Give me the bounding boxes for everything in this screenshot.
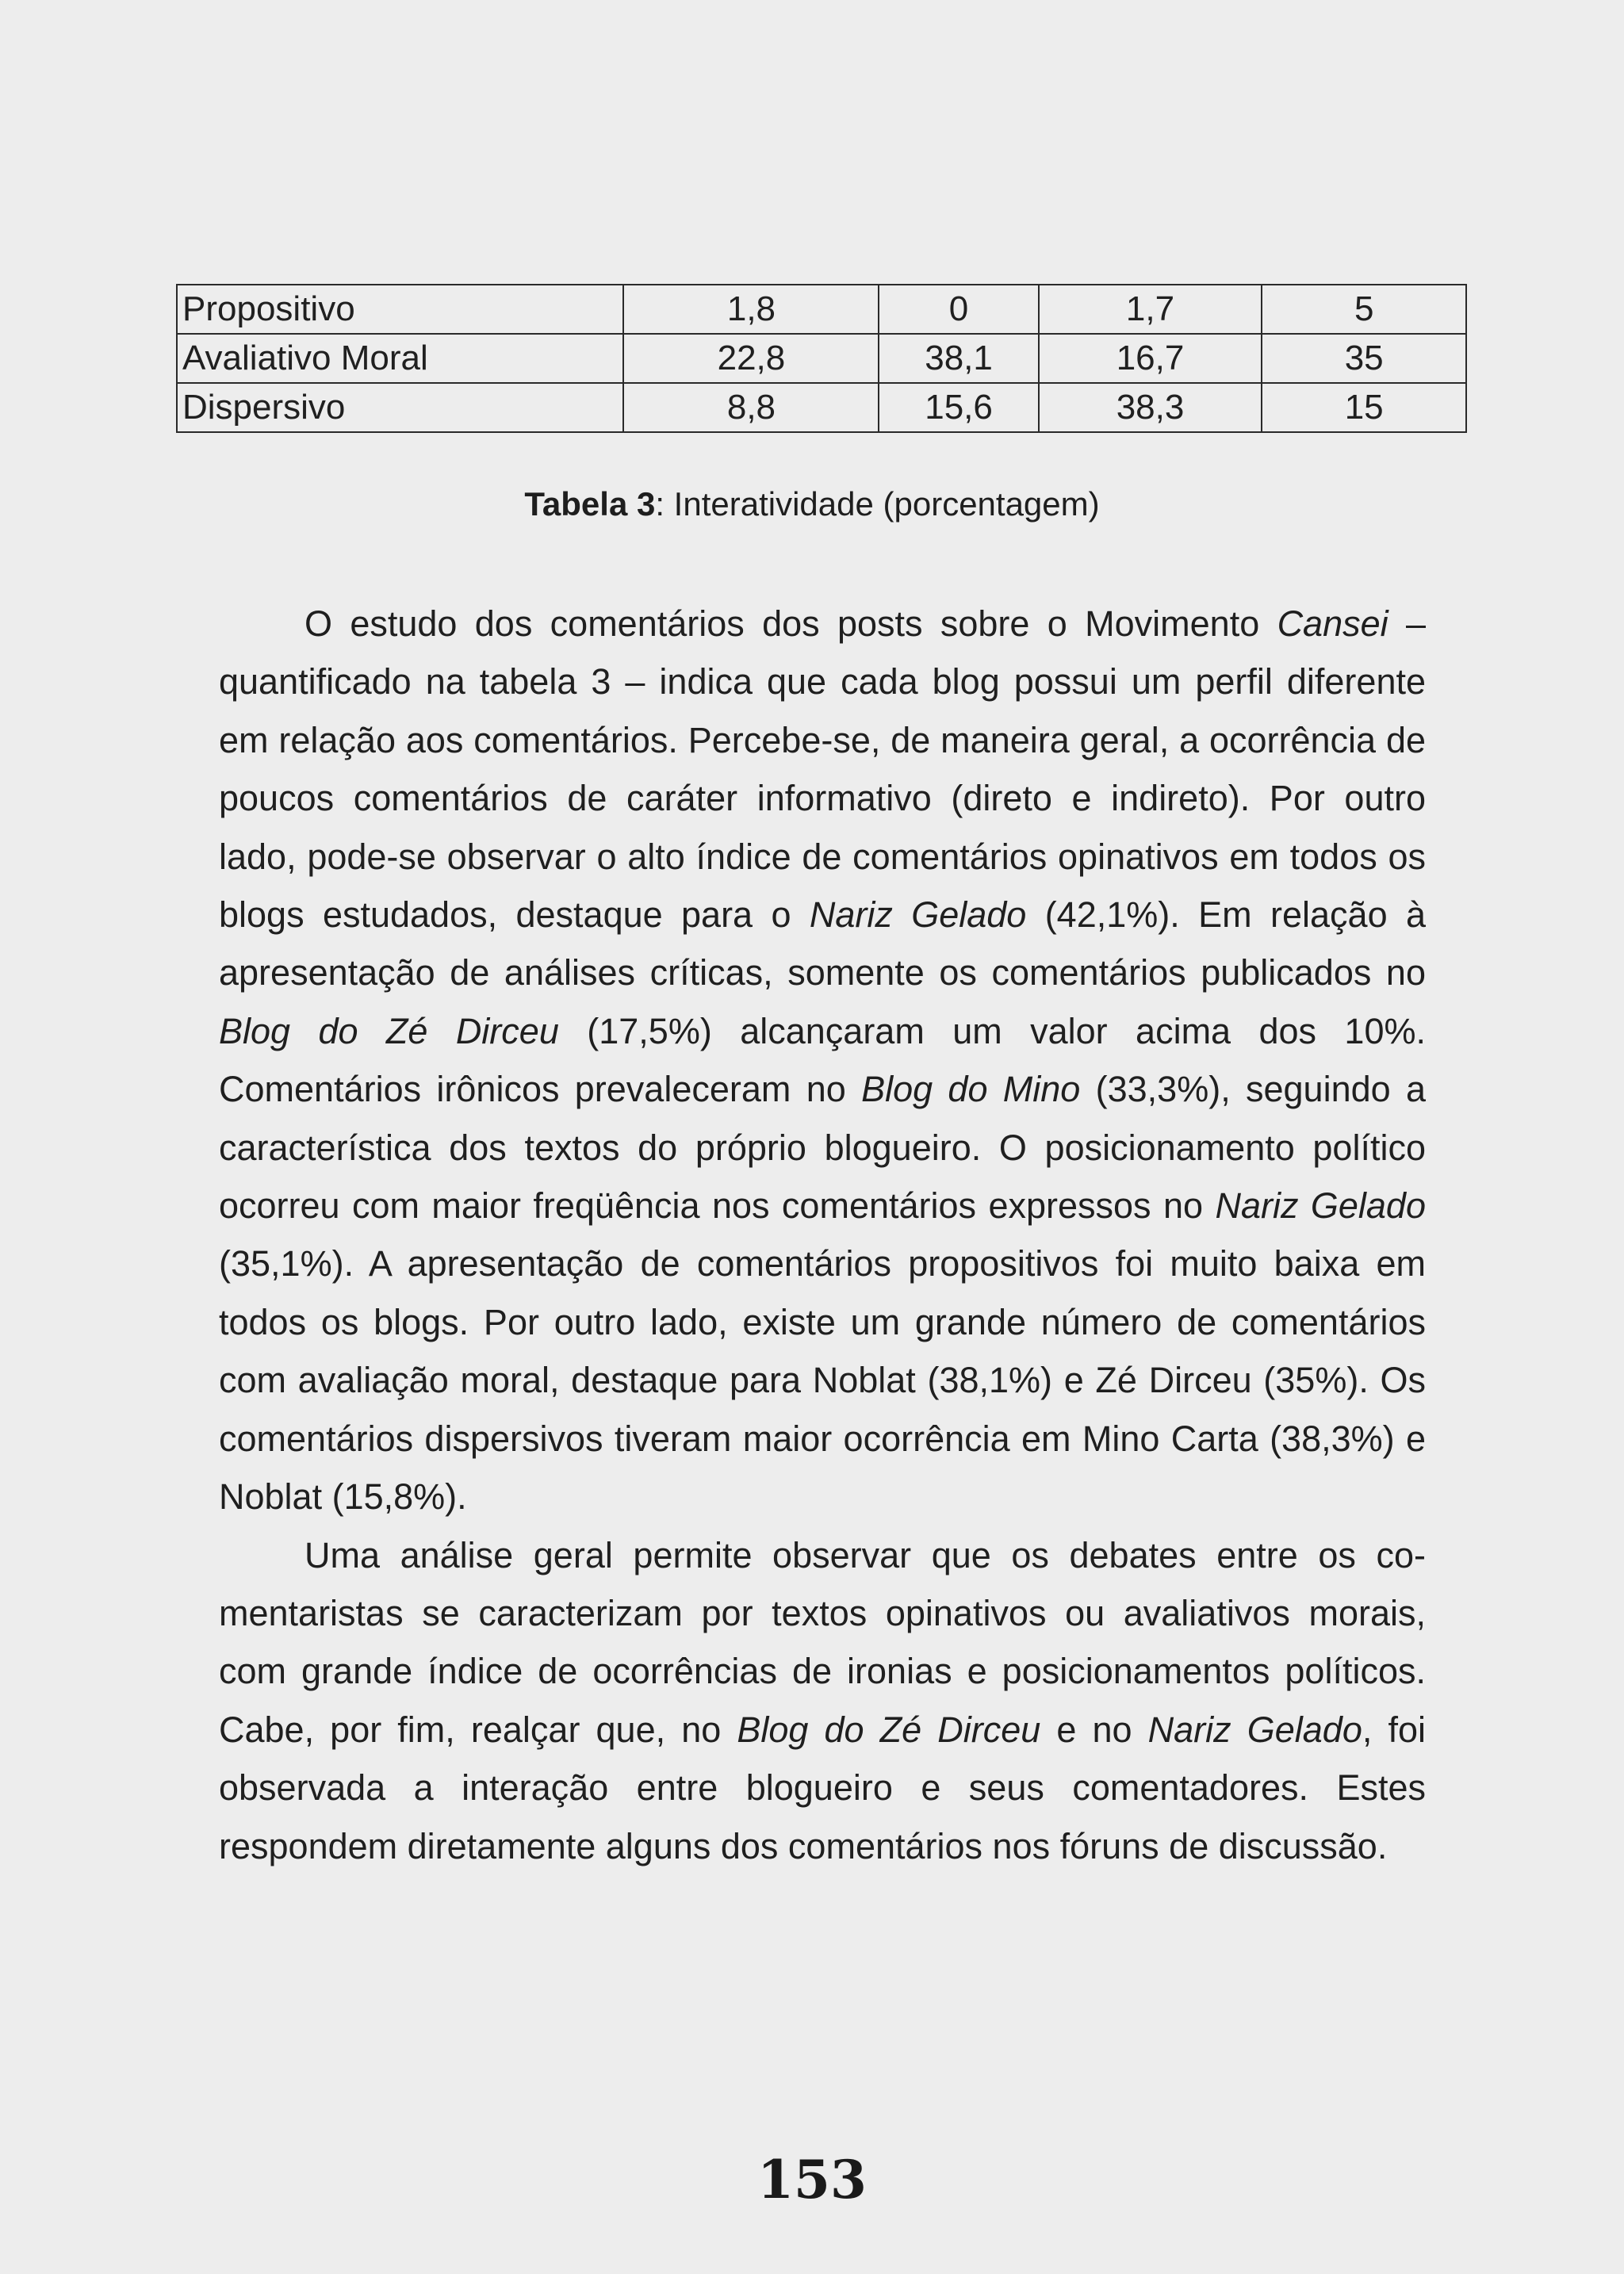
table-cell: 38,3 [1039, 383, 1262, 432]
italic-text: Blog do Mino [861, 1069, 1081, 1110]
italic-text: Nariz Gelado [809, 894, 1027, 936]
table-row [177, 334, 1466, 383]
text-run: (33,3%), seguindo a característica dos textos do próprio blogueiro. O posicionamento político ocorreu com maior freqüência nos comentários expressos no [219, 1069, 1426, 1227]
table-cell: 1,7 [1039, 285, 1262, 334]
table-cell: 35 [1262, 334, 1466, 383]
italic-text: Blog do Zé Dirceu [737, 1709, 1041, 1750]
table-row [177, 383, 1466, 432]
italic-text: Blog do Zé Dirceu [219, 1010, 559, 1051]
text-run: e no [1040, 1709, 1148, 1750]
italic-text: Cansei [1277, 603, 1388, 644]
page-number: 153 [757, 2149, 867, 2211]
text-run: (35,1%). A apresentação de comentários propositivos foi muito baixa em todos os blogs. Por outro lado, existe um grande número de comentários com avaliação moral, destaque para Noblat (38,1%) e Zé Dirceu (35%). Os comentários dispersivos tiveram maior ocorrência em Mino Carta (38,3%) e Noblat (15,8%). [219, 1243, 1426, 1518]
table-cell: 16,7 [1039, 334, 1262, 383]
body-text [219, 595, 1426, 1875]
table-cell: 0 [879, 285, 1038, 334]
table-cell: 1,8 [623, 285, 879, 334]
text-run: (17,5%) alcançaram um valor acima dos 10%. Comentários irônicos prevaleceram no [219, 1010, 1426, 1110]
text-run: Uma análise geral permite observar que os debates entre os comentaristas se caracterizam por textos opinativos ou avaliativos morais, com grande índice de ocorrências de ironias e posicionamentos políticos. Cabe, por fim, realçar que, no [219, 1534, 1426, 1750]
paragraph [219, 1526, 1426, 1875]
paragraph [219, 595, 1426, 1526]
table-cell: 22,8 [623, 334, 879, 383]
interactivity-table [176, 284, 1467, 433]
italic-text: Nariz Gelado [1147, 1709, 1362, 1750]
italic-text: Nariz Gelado [1215, 1185, 1426, 1227]
row-label: Propositivo [177, 285, 623, 334]
table-caption [0, 485, 1624, 523]
table-row [177, 285, 1466, 334]
table-cell: 15 [1262, 383, 1466, 432]
caption-text: : Interatividade (porcentagem) [655, 485, 1100, 523]
row-label: Dispersivo [177, 383, 623, 432]
text-run: (42,1%). Em relação à apresentação de análises críticas, somente os comentários publicados no [219, 894, 1426, 993]
text-run: O estudo dos comentários dos posts sobre o Movimento [304, 603, 1277, 644]
table-cell: 5 [1262, 285, 1466, 334]
table-cell: 38,1 [879, 334, 1038, 383]
caption-label: Tabela 3 [524, 485, 656, 523]
row-label: Avaliativo Moral [177, 334, 623, 383]
text-run: – quantificado na tabela 3 – indica que cada blog possui um perfil diferente em relação aos comentários. Percebe-se, de maneira geral, a ocorrência de poucos comentários de caráter informativo (direto e indireto). Por outro lado, pode-se observar o alto índice de comentários opinativos em todos os blogs estudados, destaque para o [219, 603, 1427, 936]
table-cell: 8,8 [623, 383, 879, 432]
table-cell: 15,6 [879, 383, 1038, 432]
text-run: , foi observada a interação entre blogueiro e seus comentadores. Estes respondem diretamente alguns dos comentários nos fóruns de discussão. [219, 1709, 1426, 1866]
